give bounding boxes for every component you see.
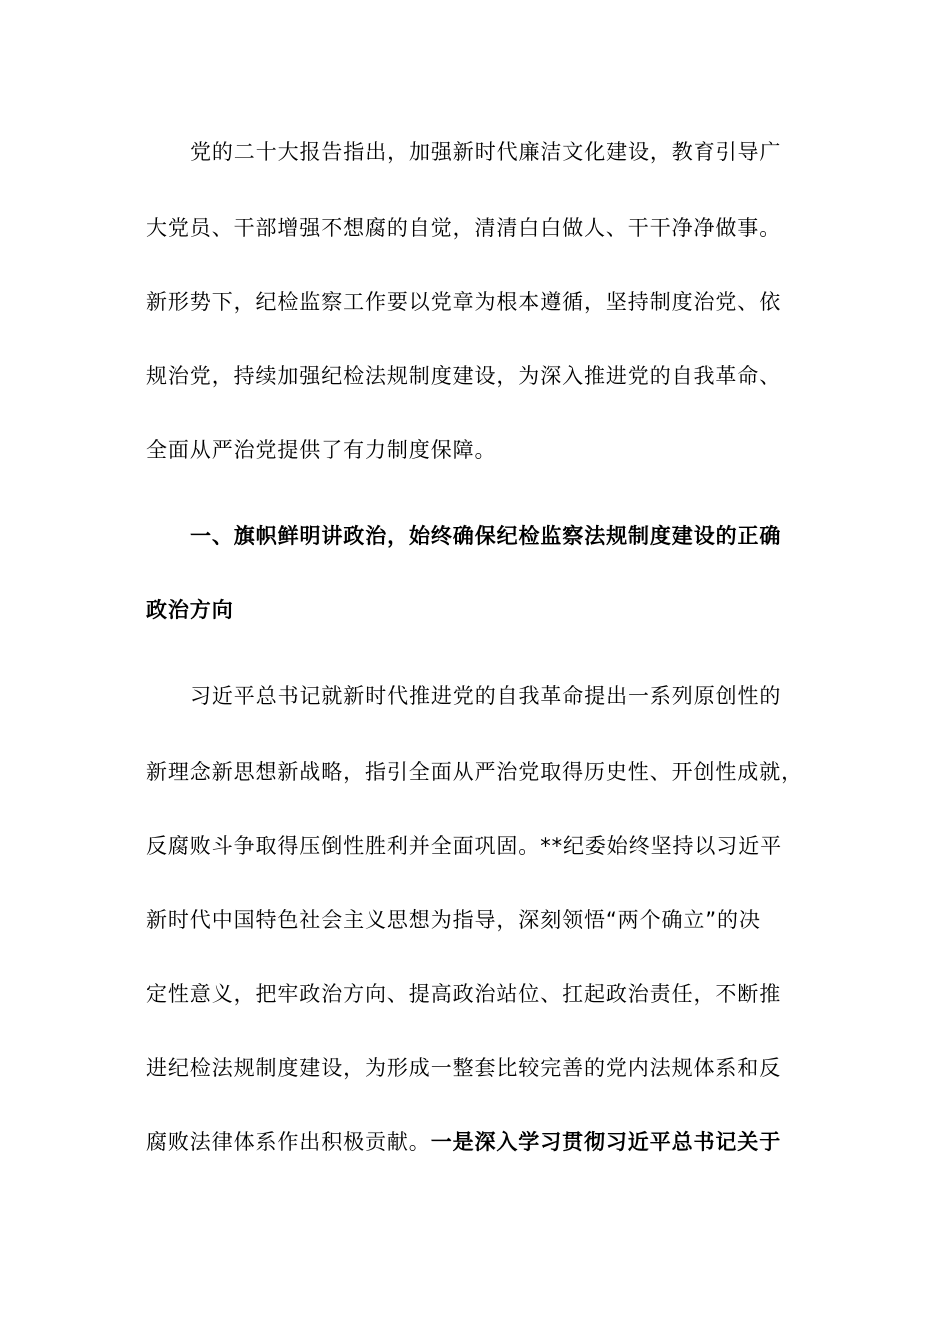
- section-heading-line-1: 一、旗帜鲜明讲政治，始终确保纪检监察法规制度建设的正确: [190, 524, 782, 548]
- paragraph-2-line-7-normal: 腐败法律体系作出积极贡献。: [146, 1130, 431, 1154]
- paragraph-1-line-3: 新形势下，纪检监察工作要以党章为根本遵循，坚持制度治党、依: [146, 290, 782, 314]
- paragraph-2-line-4: 新时代中国特色社会主义思想为指导，深刻领悟“两个确立”的决: [146, 908, 761, 932]
- paragraph-1-line-5: 全面从严治党提供了有力制度保障。: [146, 438, 497, 462]
- paragraph-2-line-1: 习近平总书记就新时代推进党的自我革命提出一系列原创性的: [190, 684, 782, 708]
- section-heading-line-2: 政治方向: [146, 598, 234, 622]
- paragraph-2-line-2: 新理念新思想新战略，指引全面从严治党取得历史性、开创性成就，: [146, 760, 803, 784]
- paragraph-2-line-5: 定性意义，把牢政治方向、提高政治站位、扛起政治责任，不断推: [146, 982, 782, 1006]
- paragraph-2-line-7: [146, 1126, 806, 1158]
- paragraph-1-line-2: 大党员、干部增强不想腐的自觉，清清白白做人、干干净净做事。: [146, 216, 782, 240]
- paragraph-1-line-1: 党的二十大报告指出，加强新时代廉洁文化建设，教育引导广: [190, 140, 782, 164]
- paragraph-1-line-4: 规治党，持续加强纪检法规制度建设，为深入推进党的自我革命、: [146, 364, 782, 388]
- paragraph-2-line-3: 反腐败斗争取得压倒性胜利并全面巩固。**纪委始终坚持以习近平: [146, 834, 782, 858]
- paragraph-2-line-7-bold: 一是深入学习贯彻习近平总书记关于: [430, 1130, 782, 1154]
- paragraph-2-line-6: 进纪检法规制度建设，为形成一整套比较完善的党内法规体系和反: [146, 1056, 782, 1080]
